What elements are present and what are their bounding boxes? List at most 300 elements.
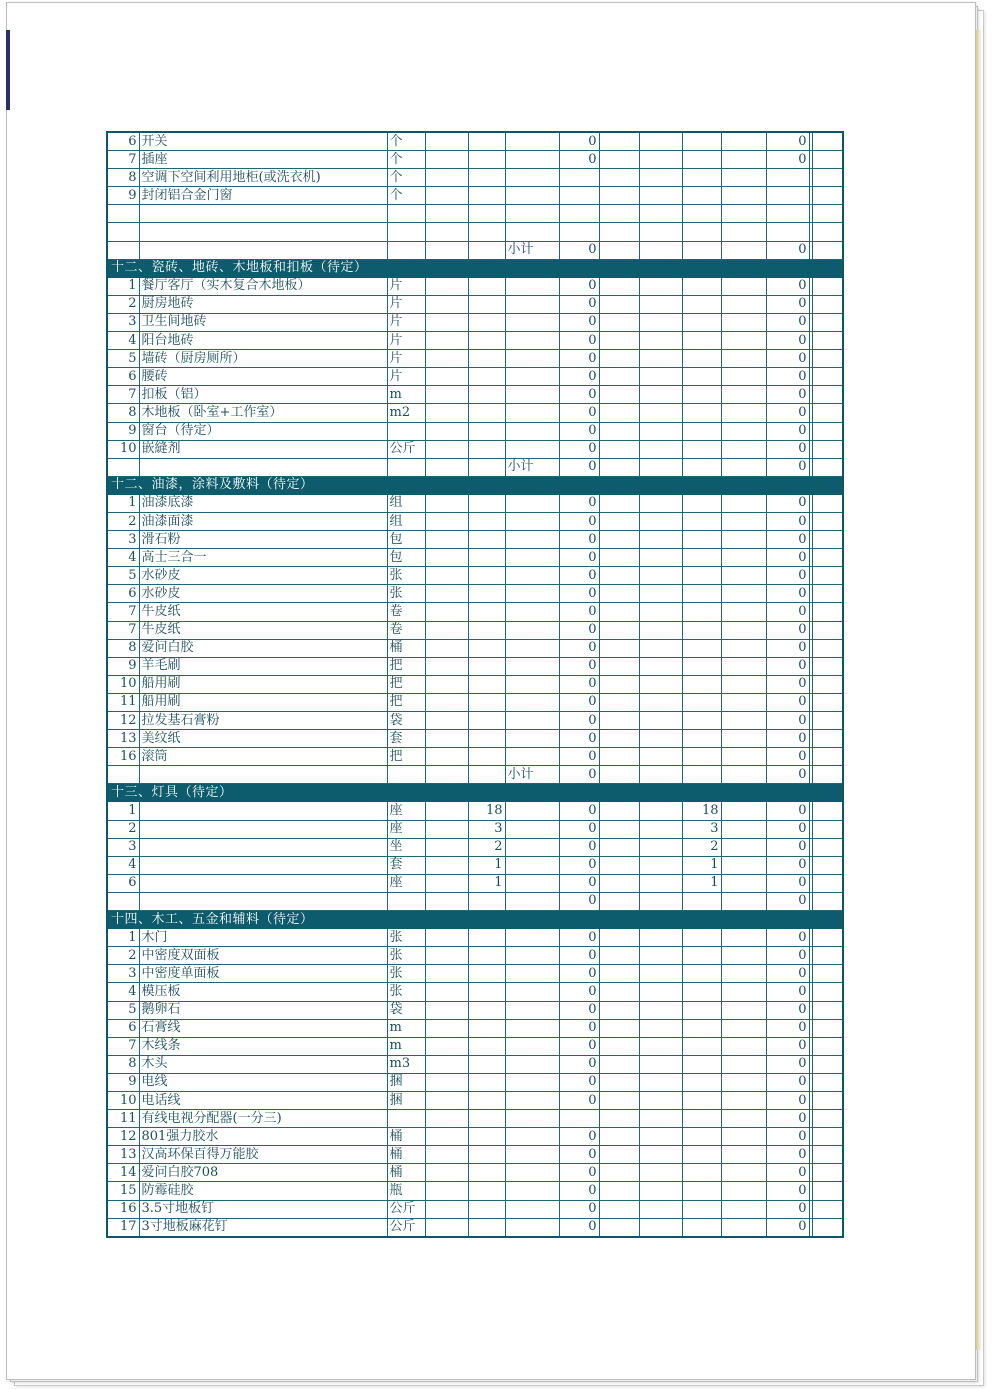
item-name: 船用刷 [139,693,387,711]
cell [639,820,682,838]
cell [721,820,766,838]
amount-2: 0 [766,1110,809,1128]
subtotal-label: 小计 [505,241,559,259]
table-row [107,838,843,856]
quantity-2 [682,585,721,603]
unit: m [387,386,425,404]
quantity [468,929,505,947]
table-row [107,241,843,259]
subtotal-label [505,712,559,730]
table-row [107,458,843,476]
subtotal-label [505,187,559,205]
cell [425,983,468,1001]
table-row [107,1019,843,1037]
cell [812,205,843,223]
unit: 片 [387,350,425,368]
cell [639,350,682,368]
cell [812,1091,843,1109]
cell [721,422,766,440]
cell [639,567,682,585]
amount-2: 0 [766,277,809,295]
cell [425,892,468,910]
amount: 0 [559,386,599,404]
cell [599,332,639,350]
amount-2: 0 [766,549,809,567]
cell [639,1055,682,1073]
item-number: 7 [107,386,139,404]
section-title: 十三、灯具（待定） [107,784,843,802]
quantity-2 [682,422,721,440]
table-row [107,1073,843,1091]
amount-2: 0 [766,929,809,947]
cell [721,1110,766,1128]
cell [812,1164,843,1182]
quantity [468,223,505,241]
cell [639,1182,682,1200]
amount-2: 0 [766,494,809,512]
unit: 个 [387,151,425,169]
quantity [468,205,505,223]
cell [425,712,468,730]
quantity-2 [682,368,721,386]
cell [639,1019,682,1037]
amount: 0 [559,621,599,639]
amount: 0 [559,332,599,350]
cell [812,241,843,259]
cell [721,350,766,368]
unit: m3 [387,1055,425,1073]
quantity-2: 2 [682,838,721,856]
amount: 0 [559,350,599,368]
unit: 瓶 [387,1182,425,1200]
cell [599,567,639,585]
cell [639,386,682,404]
amount: 0 [559,1218,599,1237]
item-number: 1 [107,277,139,295]
item-name: 电线 [139,1073,387,1091]
item-name [139,205,387,223]
cell [812,1001,843,1019]
cell [721,639,766,657]
subtotal-label [505,965,559,983]
amount-2: 0 [766,151,809,169]
subtotal-label [505,802,559,820]
item-name: 油漆底漆 [139,494,387,512]
item-number: 13 [107,730,139,748]
quantity [468,947,505,965]
item-number: 12 [107,712,139,730]
subtotal-label [505,929,559,947]
item-name: 滚筒 [139,748,387,766]
table-row [107,748,843,766]
cell [721,295,766,313]
quantity-2 [682,241,721,259]
amount-2: 0 [766,1128,809,1146]
amount-2: 0 [766,332,809,350]
cell [812,838,843,856]
cell [639,1146,682,1164]
cell [639,368,682,386]
cell [639,223,682,241]
quantity [468,1218,505,1237]
cell [599,1218,639,1237]
amount: 0 [559,1091,599,1109]
subtotal-label: 小计 [505,458,559,476]
item-number: 10 [107,675,139,693]
cell [639,621,682,639]
amount: 0 [559,132,599,151]
quantity-2 [682,1218,721,1237]
cell [425,675,468,693]
cell [812,440,843,458]
item-name: 801强力胶水 [139,1128,387,1146]
table-row [107,892,843,910]
cell [425,730,468,748]
cell [599,712,639,730]
amount: 0 [559,1146,599,1164]
amount: 0 [559,422,599,440]
cell [639,1164,682,1182]
quantity-2 [682,621,721,639]
unit: 套 [387,730,425,748]
quantity [468,151,505,169]
cell [721,332,766,350]
amount-2: 0 [766,748,809,766]
cell [639,1091,682,1109]
subtotal-label [505,132,559,151]
amount-2: 0 [766,1182,809,1200]
cell [812,621,843,639]
cell [639,856,682,874]
cell [639,1218,682,1237]
cell [425,621,468,639]
unit: 把 [387,657,425,675]
item-number: 2 [107,947,139,965]
cell [599,549,639,567]
table-row [107,440,843,458]
quantity-2 [682,657,721,675]
amount: 0 [559,929,599,947]
table-row [107,1164,843,1182]
cell [599,1091,639,1109]
cell [721,549,766,567]
quantity-2 [682,766,721,784]
item-name: 防霉硅胶 [139,1182,387,1200]
table-row [107,1128,843,1146]
cell [599,223,639,241]
item-number: 5 [107,350,139,368]
amount: 0 [559,368,599,386]
cell [425,603,468,621]
cell [721,748,766,766]
cell [425,151,468,169]
cell [639,1128,682,1146]
cell [812,1037,843,1055]
item-number: 9 [107,187,139,205]
subtotal-label [505,512,559,530]
amount: 0 [559,693,599,711]
amount-2: 0 [766,730,809,748]
amount-2: 0 [766,512,809,530]
quantity [468,1110,505,1128]
item-name: 插座 [139,151,387,169]
quantity [468,187,505,205]
table-row [107,350,843,368]
item-number: 2 [107,295,139,313]
cell [599,639,639,657]
item-number: 10 [107,440,139,458]
quantity [468,1200,505,1218]
unit: 个 [387,169,425,187]
subtotal-label [505,1073,559,1091]
cell [599,657,639,675]
cell [639,730,682,748]
amount-2: 0 [766,1019,809,1037]
cell [425,368,468,386]
cell [812,332,843,350]
amount: 0 [559,1055,599,1073]
cell [812,1182,843,1200]
section-header-row [107,259,843,277]
amount: 0 [559,151,599,169]
item-number: 4 [107,549,139,567]
subtotal-label [505,1182,559,1200]
table-row [107,1055,843,1073]
unit: 座 [387,874,425,892]
quantity [468,1164,505,1182]
cell [425,947,468,965]
item-number: 13 [107,1146,139,1164]
item-name: 水砂皮 [139,567,387,585]
section-title: 十二、瓷砖、地砖、木地板和扣板（待定） [107,259,843,277]
cell [599,151,639,169]
cell [599,856,639,874]
cell [812,675,843,693]
item-number [107,892,139,910]
cell [812,766,843,784]
item-number: 8 [107,1055,139,1073]
quantity-2 [682,313,721,331]
table-row [107,1091,843,1109]
subtotal-label: 小计 [505,766,559,784]
cell [812,277,843,295]
amount-2: 0 [766,838,809,856]
item-name: 腰砖 [139,368,387,386]
cell [721,838,766,856]
table-row [107,965,843,983]
amount: 0 [559,531,599,549]
page-edge-accent-left [6,30,10,110]
cell [812,965,843,983]
quantity-2 [682,603,721,621]
quantity-2 [682,549,721,567]
amount: 0 [559,1182,599,1200]
quantity-2 [682,404,721,422]
table-row [107,947,843,965]
quantity [468,512,505,530]
subtotal-label [505,313,559,331]
cell [721,1073,766,1091]
table-row [107,531,843,549]
quantity-2 [682,1200,721,1218]
quantity-2 [682,567,721,585]
item-name: 美纹纸 [139,730,387,748]
quantity-2 [682,440,721,458]
unit: 袋 [387,1001,425,1019]
cell [721,947,766,965]
item-name: 开关 [139,132,387,151]
unit: 公斤 [387,1218,425,1237]
subtotal-label [505,1055,559,1073]
cell [721,187,766,205]
cell [599,1182,639,1200]
item-name [139,241,387,259]
cell [599,621,639,639]
unit: m2 [387,404,425,422]
cell [599,313,639,331]
cell [812,1218,843,1237]
cell [425,404,468,422]
cell [639,494,682,512]
amount-2 [766,187,809,205]
item-number [107,223,139,241]
amount [559,223,599,241]
item-number: 8 [107,639,139,657]
cell [425,766,468,784]
table-row [107,693,843,711]
item-number: 4 [107,856,139,874]
cell [599,693,639,711]
subtotal-label [505,892,559,910]
quantity [468,295,505,313]
amount-2: 0 [766,241,809,259]
subtotal-label [505,1146,559,1164]
quantity: 1 [468,856,505,874]
subtotal-label [505,621,559,639]
amount: 0 [559,313,599,331]
amount-2: 0 [766,567,809,585]
amount: 0 [559,657,599,675]
quantity: 18 [468,802,505,820]
unit [387,892,425,910]
item-name: 阳台地砖 [139,332,387,350]
section-header-row [107,476,843,494]
subtotal-label [505,567,559,585]
subtotal-label [505,151,559,169]
table-row [107,766,843,784]
item-name: 牛皮纸 [139,603,387,621]
quantity [468,675,505,693]
item-name [139,856,387,874]
subtotal-label [505,295,559,313]
cell [639,1001,682,1019]
cell [599,404,639,422]
quantity-2 [682,350,721,368]
cell [812,187,843,205]
cell [721,1037,766,1055]
cell [812,657,843,675]
cell [721,965,766,983]
amount: 0 [559,838,599,856]
subtotal-label [505,1164,559,1182]
item-number: 3 [107,965,139,983]
cell [425,313,468,331]
amount: 0 [559,603,599,621]
item-name: 扣板（铝） [139,386,387,404]
cell [721,983,766,1001]
cell [599,531,639,549]
amount: 0 [559,1128,599,1146]
amount: 0 [559,766,599,784]
item-number: 11 [107,1110,139,1128]
item-name: 3寸地板麻花钉 [139,1218,387,1237]
quantity-2: 1 [682,874,721,892]
amount: 0 [559,567,599,585]
table-row [107,820,843,838]
cell [599,277,639,295]
cell [599,1037,639,1055]
cell [599,386,639,404]
quantity-2 [682,386,721,404]
quantity [468,567,505,585]
cell [721,313,766,331]
quantity [468,965,505,983]
subtotal-label [505,1218,559,1237]
amount: 0 [559,404,599,422]
amount: 0 [559,712,599,730]
cell [812,404,843,422]
cell [425,549,468,567]
unit: 坐 [387,838,425,856]
cell [639,1200,682,1218]
unit: 张 [387,947,425,965]
unit: 片 [387,332,425,350]
cell [425,205,468,223]
cell [599,1200,639,1218]
cell [639,422,682,440]
cell [639,603,682,621]
cell [599,892,639,910]
cell [639,332,682,350]
amount: 0 [559,983,599,1001]
cell [812,1073,843,1091]
quantity-2 [682,1091,721,1109]
item-name [139,820,387,838]
table-row [107,332,843,350]
unit [387,422,425,440]
cell [599,440,639,458]
amount: 0 [559,675,599,693]
cell [721,458,766,476]
item-name [139,766,387,784]
item-number [107,241,139,259]
cell [721,874,766,892]
amount-2: 0 [766,892,809,910]
quantity-2 [682,1182,721,1200]
unit: 组 [387,494,425,512]
item-number: 8 [107,404,139,422]
quantity [468,440,505,458]
subtotal-label [505,693,559,711]
table-row [107,205,843,223]
table-row [107,223,843,241]
unit: 组 [387,512,425,530]
amount: 0 [559,892,599,910]
cell [425,1001,468,1019]
table-row [107,585,843,603]
quantity-2: 18 [682,802,721,820]
item-number: 5 [107,1001,139,1019]
